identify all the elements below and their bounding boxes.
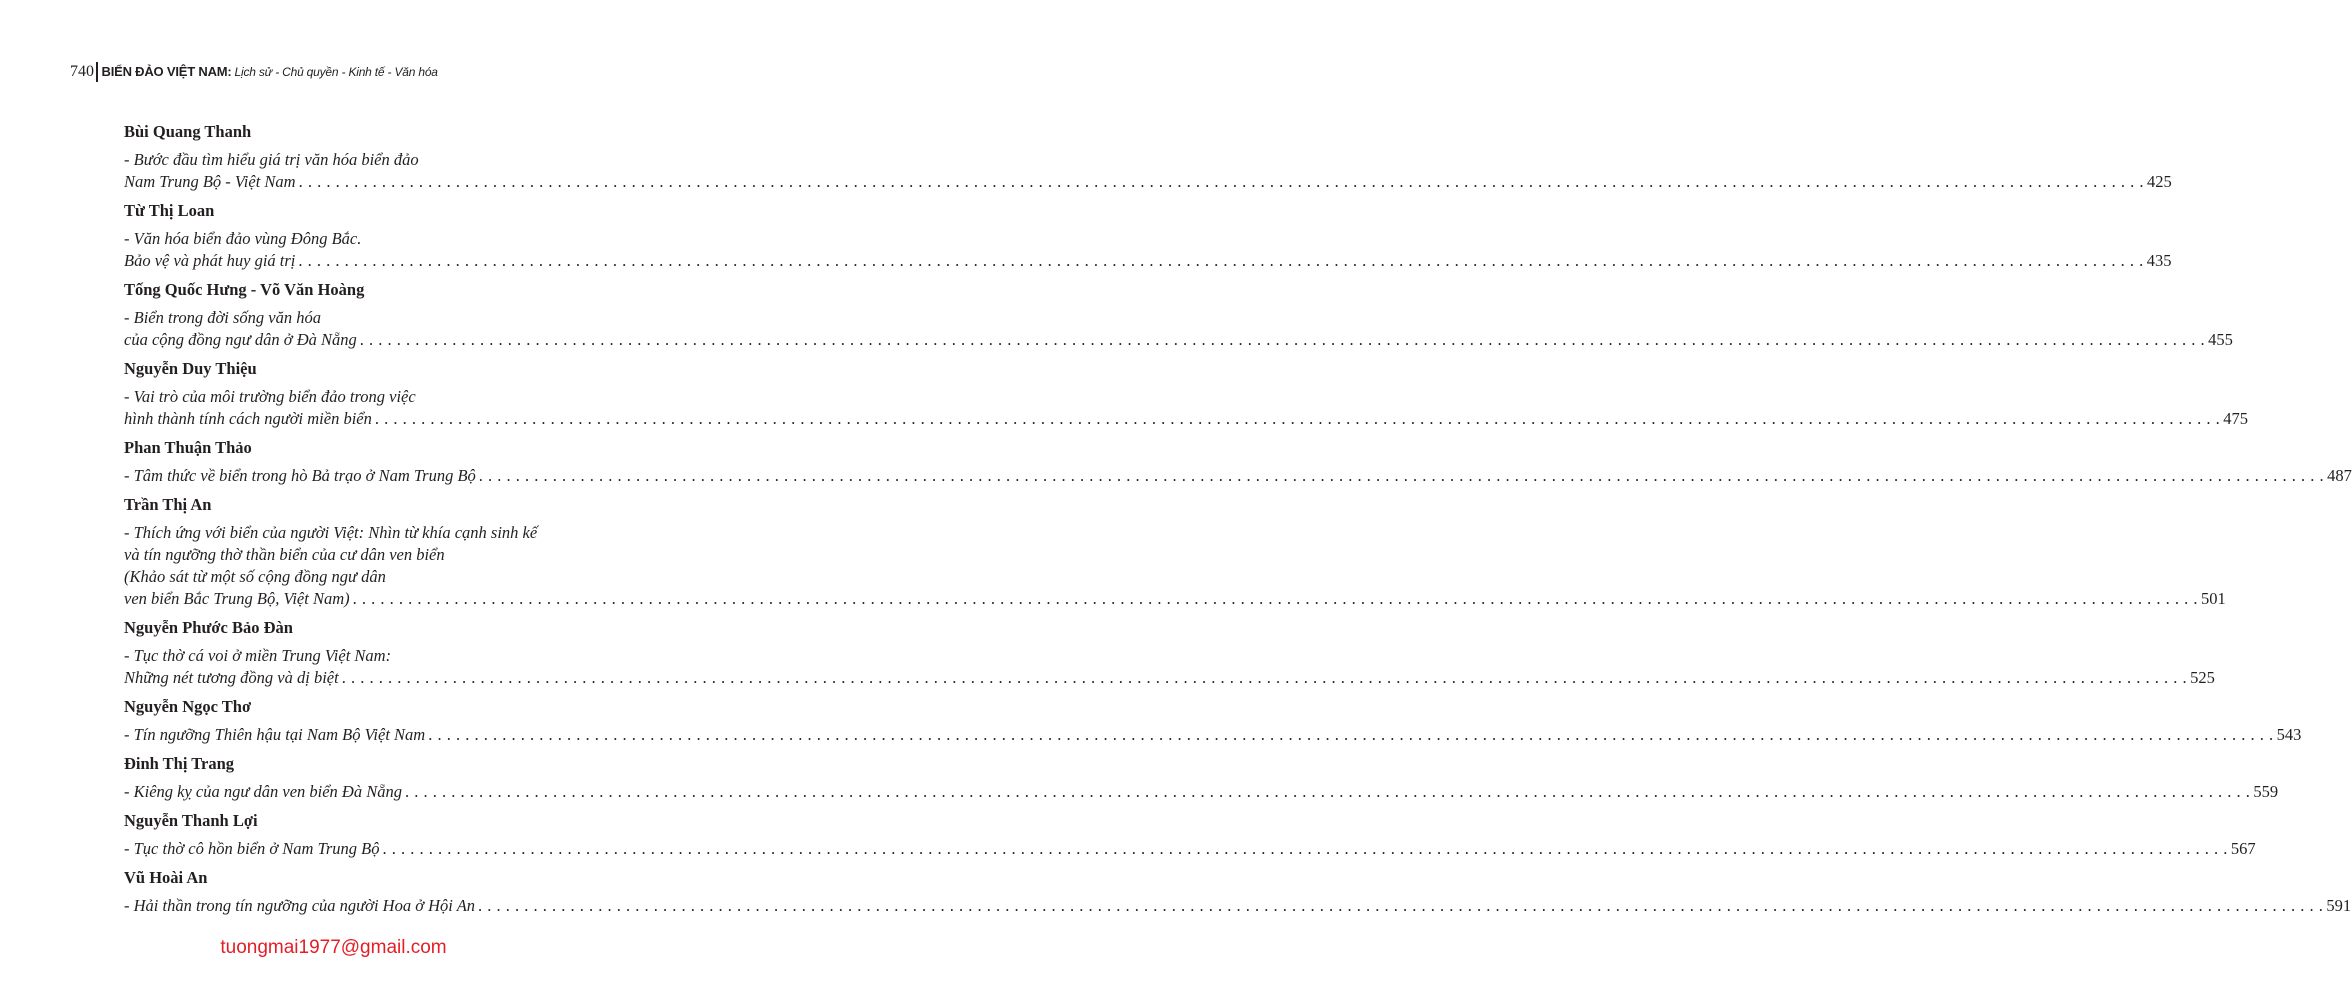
toc-title-line [124, 588, 2226, 610]
toc-title-text: Bảo vệ và phát huy giá trị [124, 251, 296, 270]
toc-title-line [124, 724, 2302, 746]
toc-author: Bùi Quang Thanh [124, 122, 252, 141]
toc-title-line: - Biển trong đời sống văn hóa [124, 308, 322, 327]
toc-page-number: 435 [2146, 251, 2172, 270]
toc-title-text: - Tâm thức về biển trong hò Bả trạo ở Nam Trung Bộ [124, 466, 476, 485]
toc-page-number: 425 [2146, 172, 2172, 191]
dot-leader: . . . . . . . . . . . . . . . . . . . . . . . . . . . . . . . . . . . . . . . . . . . . . . . . . . . . . . . . . . . . . . . . . . . . . . . . . . . . . . . . . . . . . . . . . . . . . . . . . . . . . . . . . . . . . . . . . . . . . . . . . . . . . . . . . . . . . . . . . . . . . . . . . . . . . . . . . . . . . . . . . . . . . . . . . . . . . . . . . . . . . . . . . . . . . . . . . . . . . . . . [298, 251, 2144, 270]
entry-spacer [124, 272, 575, 279]
toc-entry [124, 121, 2172, 193]
toc-title-line [124, 250, 2172, 272]
toc-author: Trần Thị An [124, 495, 212, 514]
entry-spacer [124, 487, 575, 494]
page-number: 740 [70, 63, 94, 80]
toc-title-text: Nam Trung Bộ - Việt Nam [124, 172, 296, 191]
toc-title-line: - Thích ứng với biển của người Việt: Nhìn từ khía cạnh sinh kế [124, 523, 538, 542]
dot-leader: . . . . . . . . . . . . . . . . . . . . . . . . . . . . . . . . . . . . . . . . . . . . . . . . . . . . . . . . . . . . . . . . . . . . . . . . . . . . . . . . . . . . . . . . . . . . . . . . . . . . . . . . . . . . . . . . . . . . . . . . . . . . . . . . . . . . . . . . . . . . . . . . . . . . . . . . . . . . . . . . . . . . . . . . . . . . . . . . . . . . . . . . . . . . . . . . . . . . . . . . [374, 409, 2221, 428]
toc-title-line [124, 667, 2215, 689]
toc-title-line [124, 408, 2248, 430]
toc-page-number: 567 [2230, 839, 2256, 858]
toc-title-text: ven biển Bắc Trung Bộ, Việt Nam) [124, 589, 350, 608]
toc-author: Nguyễn Phước Bảo Đàn [124, 618, 293, 637]
toc-title-text: - Tín ngưỡng Thiên hậu tại Nam Bộ Việt Nam [124, 725, 426, 744]
toc-page-number: 487 [2327, 466, 2352, 485]
toc-title-line [124, 781, 2279, 803]
entry-spacer [124, 610, 575, 617]
header-divider [96, 62, 98, 82]
dot-leader: . . . . . . . . . . . . . . . . . . . . . . . . . . . . . . . . . . . . . . . . . . . . . . . . . . . . . . . . . . . . . . . . . . . . . . . . . . . . . . . . . . . . . . . . . . . . . . . . . . . . . . . . . . . . . . . . . . . . . . . . . . . . . . . . . . . . . . . . . . . . . . . . . . . . . . . . . . . . . . . . . . . . . . . . . . . . . . . . . . . . . . . . . . . . . . . . . . . . . . . . [359, 330, 2206, 349]
dot-leader: . . . . . . . . . . . . . . . . . . . . . . . . . . . . . . . . . . . . . . . . . . . . . . . . . . . . . . . . . . . . . . . . . . . . . . . . . . . . . . . . . . . . . . . . . . . . . . . . . . . . . . . . . . . . . . . . . . . . . . . . . . . . . . . . . . . . . . . . . . . . . . . . . . . . . . . . . . . . . . . . . . . . . . . . . . . . . . . . . . . . . . . . . . . . . . . . . . . . . . . . [428, 725, 2274, 744]
footer-email: tuongmai1977@gmail.com [220, 937, 447, 958]
toc-title-line: và tín ngưỡng thờ thần biển của cư dân ven biển [124, 545, 445, 564]
toc-page-number: 525 [2190, 668, 2215, 687]
toc-title-line: - Văn hóa biển đảo vùng Đông Bắc. [124, 229, 362, 248]
toc-title-line [124, 895, 2352, 917]
dot-leader: . . . . . . . . . . . . . . . . . . . . . . . . . . . . . . . . . . . . . . . . . . . . . . . . . . . . . . . . . . . . . . . . . . . . . . . . . . . . . . . . . . . . . . . . . . . . . . . . . . . . . . . . . . . . . . . . . . . . . . . . . . . . . . . . . . . . . . . . . . . . . . . . . . . . . . . . . . . . . . . . . . . . . . . . . . . . . . . . . . . . . . . . . . . . . . . . . . . . . . . . [382, 839, 2228, 858]
toc-author: Nguyễn Thanh Lợi [124, 811, 258, 830]
toc-page-number: 455 [2208, 330, 2233, 349]
book-subtitle: Lịch sử - Chủ quyền - Kinh tế - Văn hóa [234, 65, 438, 79]
toc-title-text: của cộng đồng ngư dân ở Đà Nẵng [124, 330, 357, 349]
table-of-contents [124, 121, 2352, 917]
dot-leader: . . . . . . . . . . . . . . . . . . . . . . . . . . . . . . . . . . . . . . . . . . . . . . . . . . . . . . . . . . . . . . . . . . . . . . . . . . . . . . . . . . . . . . . . . . . . . . . . . . . . . . . . . . . . . . . . . . . . . . . . . . . . . . . . . . . . . . . . . . . . . . . . . . . . . . . . . . . . . . . . . . . . . . . . . . . . . . . . . . . . . . . . . . . . . . . . . . . . . . . . [478, 466, 2325, 485]
toc-title-line: - Vai trò của môi trường biển đảo trong việc [124, 387, 416, 406]
toc-page-number: 475 [2223, 409, 2248, 428]
toc-title-line [124, 465, 2352, 487]
entry-spacer [124, 860, 575, 867]
entry-spacer [124, 689, 575, 696]
toc-page-number: 591 [2326, 896, 2352, 915]
entry-spacer [124, 746, 575, 753]
dot-leader: . . . . . . . . . . . . . . . . . . . . . . . . . . . . . . . . . . . . . . . . . . . . . . . . . . . . . . . . . . . . . . . . . . . . . . . . . . . . . . . . . . . . . . . . . . . . . . . . . . . . . . . . . . . . . . . . . . . . . . . . . . . . . . . . . . . . . . . . . . . . . . . . . . . . . . . . . . . . . . . . . . . . . . . . . . . . . . . . . . . . . . . . . . . . . . . . . . . . . . . . [298, 172, 2144, 191]
toc-entry [124, 867, 2352, 917]
toc-entry [124, 437, 2352, 487]
dot-leader: . . . . . . . . . . . . . . . . . . . . . . . . . . . . . . . . . . . . . . . . . . . . . . . . . . . . . . . . . . . . . . . . . . . . . . . . . . . . . . . . . . . . . . . . . . . . . . . . . . . . . . . . . . . . . . . . . . . . . . . . . . . . . . . . . . . . . . . . . . . . . . . . . . . . . . . . . . . . . . . . . . . . . . . . . . . . . . . . . . . . . . . . . . . . . . . . . . . . . . . . [352, 589, 2198, 608]
toc-author: Vũ Hoài An [124, 868, 208, 887]
toc-title-text: - Tục thờ cô hồn biển ở Nam Trung Bộ [124, 839, 380, 858]
toc-entry [124, 358, 2248, 430]
toc-title-line [124, 329, 2233, 351]
toc-entry [124, 200, 2172, 272]
toc-author: Từ Thị Loan [124, 201, 215, 220]
toc-entry [124, 753, 2279, 803]
entry-spacer [124, 193, 575, 200]
toc-title-text: hình thành tính cách người miền biển [124, 409, 372, 428]
toc-title-line: - Bước đầu tìm hiểu giá trị văn hóa biển đảo [124, 150, 419, 169]
toc-title-text: - Hải thần trong tín ngưỡng của người Hoa ở Hội An [124, 896, 476, 915]
toc-entry [124, 494, 2226, 610]
toc-author: Nguyễn Duy Thiệu [124, 359, 257, 378]
toc-title-line [124, 838, 2256, 860]
toc-title-text: - Kiêng kỵ của ngư dân ven biển Đà Nẵng [124, 782, 402, 801]
toc-page-number: 501 [2201, 589, 2226, 608]
toc-author: Nguyễn Ngọc Thơ [124, 697, 252, 716]
toc-entry [124, 279, 2233, 351]
toc-title-text: Những nét tương đồng và dị biệt [124, 668, 339, 687]
dot-leader: . . . . . . . . . . . . . . . . . . . . . . . . . . . . . . . . . . . . . . . . . . . . . . . . . . . . . . . . . . . . . . . . . . . . . . . . . . . . . . . . . . . . . . . . . . . . . . . . . . . . . . . . . . . . . . . . . . . . . . . . . . . . . . . . . . . . . . . . . . . . . . . . . . . . . . . . . . . . . . . . . . . . . . . . . . . . . . . . . . . . . . . . . . . . . . . . . . . . . . . . [404, 782, 2251, 801]
toc-author: Phan Thuận Thảo [124, 438, 252, 457]
book-title: BIỂN ĐẢO VIỆT NAM: [101, 64, 232, 79]
toc-author: Đinh Thị Trang [124, 754, 235, 773]
toc-entry [124, 810, 2256, 860]
toc-title-line: (Khảo sát từ một số cộng đồng ngư dân [124, 567, 386, 586]
toc-title-line [124, 171, 2172, 193]
entry-spacer [124, 430, 575, 437]
toc-author: Tống Quốc Hưng - Võ Văn Hoàng [124, 280, 365, 299]
entry-spacer [124, 803, 575, 810]
toc-entry [124, 696, 2302, 746]
dot-leader: . . . . . . . . . . . . . . . . . . . . . . . . . . . . . . . . . . . . . . . . . . . . . . . . . . . . . . . . . . . . . . . . . . . . . . . . . . . . . . . . . . . . . . . . . . . . . . . . . . . . . . . . . . . . . . . . . . . . . . . . . . . . . . . . . . . . . . . . . . . . . . . . . . . . . . . . . . . . . . . . . . . . . . . . . . . . . . . . . . . . . . . . . . . . . . . . . . . . . . . . [341, 668, 2188, 687]
toc-entry [124, 617, 2215, 689]
toc-page-number: 559 [2253, 782, 2279, 801]
entry-spacer [124, 351, 575, 358]
toc-title-line: - Tục thờ cá voi ở miền Trung Việt Nam: [124, 646, 392, 665]
dot-leader: . . . . . . . . . . . . . . . . . . . . . . . . . . . . . . . . . . . . . . . . . . . . . . . . . . . . . . . . . . . . . . . . . . . . . . . . . . . . . . . . . . . . . . . . . . . . . . . . . . . . . . . . . . . . . . . . . . . . . . . . . . . . . . . . . . . . . . . . . . . . . . . . . . . . . . . . . . . . . . . . . . . . . . . . . . . . . . . . . . . . . . . . . . . . . . . . . . . . . . . . [478, 896, 2324, 915]
toc-page-number: 543 [2276, 725, 2302, 744]
running-header [70, 62, 438, 82]
